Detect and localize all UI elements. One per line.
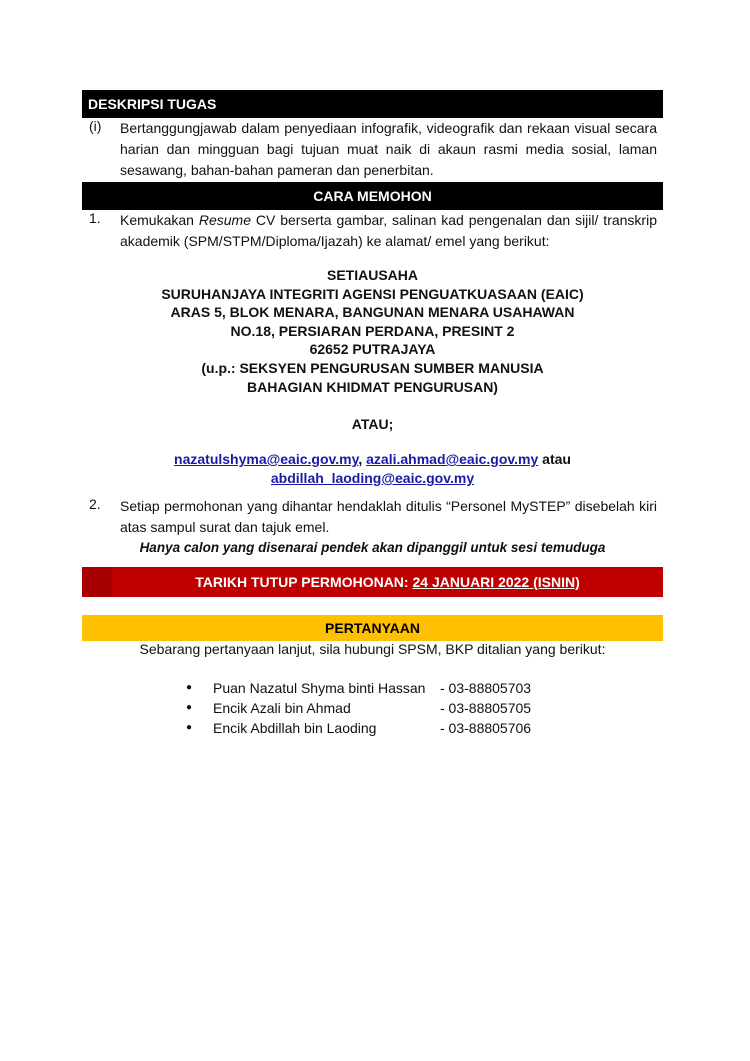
cara-memohon-heading: CARA MEMOHON xyxy=(82,182,663,210)
email-list: nazatulshyma@eaic.gov.my, azali.ahmad@eaic.gov.my atau abdillah_laoding@eaic.gov.my xyxy=(174,451,571,486)
contact-phone: - 03-88805706 xyxy=(440,720,532,736)
contact-name: Puan Nazatul Shyma binti Hassan xyxy=(213,680,426,696)
bullet-icon: ● xyxy=(186,682,193,693)
pertanyaan-heading: PERTANYAAN xyxy=(82,615,663,641)
address-line: ARAS 5, BLOK MENARA, BANGUNAN MENARA USAHAWAN xyxy=(170,304,575,321)
item-text: Bertanggungjawab dalam penyediaan infografik, videografik dan rekaan visual secara harian dan mingguan bagi tujuan muat naik di akaun rasmi media sosial, laman sesawang, bahan-bahan pameran dan penerbitan. xyxy=(120,120,657,178)
closing-date-value: 24 JANUARI 2022 (ISNIN) xyxy=(412,574,580,590)
closing-date-banner xyxy=(82,567,663,597)
address-line: (u.p.: SEKSYEN PENGURUSAN SUMBER MANUSIA xyxy=(201,359,544,376)
item-number: 2. xyxy=(89,496,101,512)
deskripsi-item xyxy=(82,118,663,182)
resume-italic: Resume xyxy=(198,212,251,228)
address-line: SETIAUSAHA xyxy=(326,267,418,283)
deskripsi-tugas-heading: DESKRIPSI TUGAS xyxy=(82,90,663,118)
atau-label: ATAU; xyxy=(351,416,394,432)
email-atau: atau xyxy=(538,451,571,467)
item-text: Setiap permohonan yang dihantar hendaklah ditulis “Personel MySTEP” disebelah kiri atas sampul surat dan tajuk emel. xyxy=(120,498,657,535)
bullet-icon: ● xyxy=(186,722,193,733)
contact-name: Encik Azali bin Ahmad xyxy=(213,700,351,716)
shortlist-note: Hanya calon yang disenarai pendek akan dipanggil untuk sesi temuduga xyxy=(139,540,606,555)
contact-name: Encik Abdillah bin Laoding xyxy=(213,720,377,736)
address-line: 62652 PUTRAJAYA xyxy=(309,341,436,358)
bullet-icon: ● xyxy=(186,702,193,713)
address-line: SURUHANJAYA INTEGRITI AGENSI PENGUATKUASAAN (EAIC) xyxy=(161,285,584,302)
item-number: 1. xyxy=(89,210,101,226)
cara-item-1 xyxy=(82,210,663,254)
address-line: NO.18, PERSIARAN PERDANA, PRESINT 2 xyxy=(230,322,515,339)
item-text: Kemukakan Resume CV berserta gambar, salinan kad pengenalan dan sijil/ transkrip akademik (SPM/STPM/Diploma/Ijazah) ke alamat/ emel yang berikut: xyxy=(120,212,657,249)
closing-date-label: TARIKH TUTUP PERMOHONAN: xyxy=(195,574,413,590)
contact-phone: - 03-88805705 xyxy=(440,700,532,716)
address-line: BAHAGIAN KHIDMAT PENGURUSAN) xyxy=(247,378,498,395)
contact-phone: - 03-88805703 xyxy=(440,680,532,696)
inquiry-intro: Sebarang pertanyaan lanjut, sila hubungi SPSM, BKP ditalian yang berikut: xyxy=(139,641,606,657)
cara-item-2 xyxy=(82,496,663,540)
mailing-address xyxy=(82,266,663,396)
email-link-nazatul[interactable]: nazatulshyma@eaic.gov.my xyxy=(174,451,359,467)
item-number: (i) xyxy=(89,118,102,134)
email-link-abdillah[interactable]: abdillah_laoding@eaic.gov.my xyxy=(270,470,475,486)
email-link-azali[interactable]: azali.ahmad@eaic.gov.my xyxy=(366,451,539,467)
